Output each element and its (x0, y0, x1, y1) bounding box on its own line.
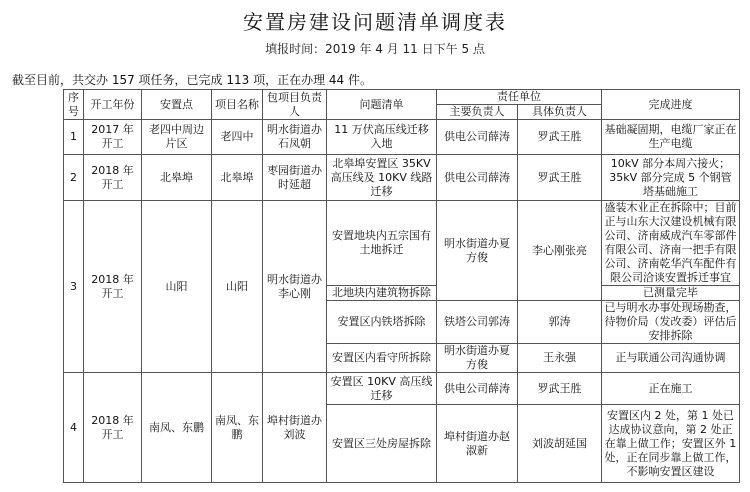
issue-cell: 11 万伏高压线迁移入地 (327, 120, 437, 155)
header-responsible: 责任单位 (437, 90, 602, 105)
row-year: 2017 年开工 (84, 120, 142, 155)
main-leader-cell: 供电公司薛涛 (437, 155, 518, 201)
row-site: 北皋埠 (142, 155, 212, 201)
row-project: 北皋埠 (212, 155, 263, 201)
issue-cell: 安置地块内五宗国有土地拆迁 (327, 201, 437, 286)
specific-leader-cell: 李心刚张亮 (518, 201, 602, 301)
table-row (64, 120, 740, 155)
row-year: 2018 年开工 (84, 373, 142, 483)
header-pack-leader: 包项目负责人 (263, 90, 327, 120)
main-leader-cell: 供电公司薛涛 (437, 373, 518, 405)
header-progress: 完成进度 (602, 90, 740, 120)
progress-cell: 正与联通公司沟通协调 (602, 344, 740, 373)
row-leader: 枣园街道办时延超 (263, 155, 327, 201)
row-site: 山阳 (142, 201, 212, 373)
row-site: 南凤、东鹏 (142, 373, 212, 483)
row-project: 山阳 (212, 201, 263, 373)
issue-cell: 安置区 10KV 高压线迁移 (327, 373, 437, 405)
row-year: 2018 年开工 (84, 155, 142, 201)
progress-cell: 已与明水办事处现场勘查，待物价局（发改委）评估后安排拆除 (602, 301, 740, 344)
row-seq: 1 (64, 120, 84, 155)
specific-leader-cell: 罗武王胜 (518, 373, 602, 405)
issue-cell: 北皋埠安置区 35KV 高压线及 10KV 线路迁移 (327, 155, 437, 201)
issue-cell: 北地块内建筑物拆除 (327, 286, 437, 301)
specific-leader-cell: 罗武王胜 (518, 120, 602, 155)
row-site: 老四中周边片区 (142, 120, 212, 155)
main-leader-cell: 明水街道办夏方俊 (437, 201, 518, 301)
header-site: 安置点 (142, 90, 212, 120)
progress-cell: 10kV 部分本周六接火；35kV 部分完成 5 个钢管塔基础施工 (602, 155, 740, 201)
header-row (64, 90, 740, 105)
main-leader-cell: 供电公司薛涛 (437, 120, 518, 155)
progress-cell: 已测量完毕 (602, 286, 740, 301)
header-main-leader: 主要负责人 (437, 105, 518, 120)
row-leader: 埠村街道办刘波 (263, 373, 327, 483)
progress-cell: 盛装木业正在拆除中；目前正与山东大汉建设机械有限公司、济南威成汽车零部件有限公司、济南一把手有限公司、济南乾华汽车配件有限公司洽谈安置拆迁事宜 (602, 201, 740, 286)
specific-leader-cell: 郭涛 (518, 301, 602, 344)
main-leader-cell: 埠村街道办赵淑新 (437, 405, 518, 483)
specific-leader-cell: 王永强 (518, 344, 602, 373)
row-project: 南凤、东鹏 (212, 373, 263, 483)
progress-cell: 安置区内 2 处，第 1 处已达成协议意向，第 2 处正在靠上做工作；安置区外 1 处，正在同步靠上做工作，不影响安置区建设 (602, 405, 740, 483)
header-issues: 问题清单 (327, 90, 437, 120)
progress-cell: 基础凝固期，电缆厂家正在生产电缆 (602, 120, 740, 155)
specific-leader-cell: 刘波胡延国 (518, 405, 602, 483)
header-start-year: 开工年份 (84, 90, 142, 120)
row-seq: 2 (64, 155, 84, 201)
row-seq: 4 (64, 373, 84, 483)
table-row (64, 373, 740, 405)
row-year: 2018 年开工 (84, 201, 142, 373)
row-leader: 明水街道办石凤朝 (263, 120, 327, 155)
header-specific-leader: 具体负责人 (518, 105, 602, 120)
table-row (64, 201, 740, 286)
progress-cell: 正在施工 (602, 373, 740, 405)
page-title: 安置房建设问题清单调度表 (243, 10, 507, 34)
main-leader-cell: 铁塔公司郭涛 (437, 301, 518, 344)
header-project: 项目名称 (212, 90, 263, 120)
row-leader: 明水街道办李心刚 (263, 201, 327, 373)
task-summary: 截至目前，共交办 157 项任务，已完成 113 项，正在办理 44 件。 (12, 73, 372, 87)
issue-cell: 安置区内铁塔拆除 (327, 301, 437, 344)
issue-cell: 安置区三处房屋拆除 (327, 405, 437, 483)
header-seq: 序号 (64, 90, 84, 120)
row-project: 老四中 (212, 120, 263, 155)
table-row (64, 155, 740, 201)
report-time: 填报时间：2019 年 4 月 11 日下午 5 点 (265, 42, 485, 56)
specific-leader-cell: 罗武王胜 (518, 155, 602, 201)
row-seq: 3 (64, 201, 84, 373)
issue-table (63, 89, 740, 483)
issue-cell: 安置区内看守所拆除 (327, 344, 437, 373)
main-leader-cell: 明水街道办夏方俊 (437, 344, 518, 373)
